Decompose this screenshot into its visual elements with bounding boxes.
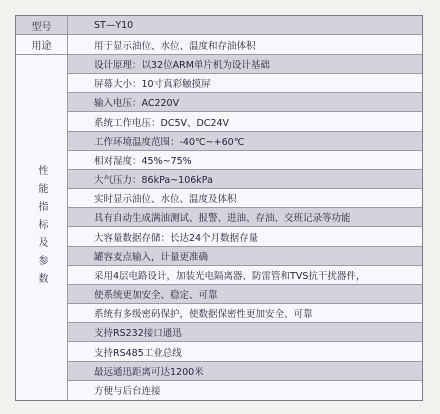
spec-row: 使系统更加安全、稳定、可靠 <box>68 285 422 304</box>
spec-row: 罐容麦点输入，计量更准确 <box>68 247 422 266</box>
model-row <box>16 16 422 35</box>
params-label: 性能指标及参数 <box>36 164 47 291</box>
spec-row: 相对湿度：45%~75% <box>68 151 422 170</box>
spec-row: 大气压力：86kPa~106kPa <box>68 170 422 189</box>
spec-row: 设计原理：以32位ARM单片机为设计基础 <box>68 55 422 74</box>
spec-row: 支持RS485工业总线 <box>68 343 422 362</box>
spec-row: 大容量数据存储：长达24个月数据存量 <box>68 228 422 247</box>
spec-row: 系统有多级密码保护，使数据保密性更加安全、可靠 <box>68 304 422 323</box>
spec-row: 支持RS232接口通迅 <box>68 323 422 342</box>
spec-row: 实时显示油位、水位、温度及体积 <box>68 189 422 208</box>
usage-row <box>16 35 422 55</box>
spec-row: 系统工作电压：DC5V、DC24V <box>68 113 422 132</box>
usage-value: 用于显示油位、水位、温度和存油体积 <box>94 40 256 52</box>
spec-row: 输入电压：AC220V <box>68 93 422 112</box>
spec-row: 屏幕大小：10寸真彩触摸屏 <box>68 74 422 93</box>
spec-row: 采用4层电路设计，加装光电隔离器、防雷管和TVS抗干扰器件， <box>68 266 422 285</box>
params-label-cell <box>16 55 68 400</box>
spec-row: 最远通迅距离可达1200米 <box>68 362 422 381</box>
spec-row: 具有自动生成满油测试、报警、进油、存油、交班记录等功能 <box>68 208 422 227</box>
model-value: ST—Y10 <box>94 19 134 31</box>
spec-row: 方便与后台连接 <box>68 381 422 400</box>
spec-table <box>15 15 423 401</box>
model-label: 型号 <box>16 16 68 34</box>
usage-label: 用途 <box>16 35 68 54</box>
spec-row: 工作环境温度范围：-40℃~+60℃ <box>68 132 422 151</box>
